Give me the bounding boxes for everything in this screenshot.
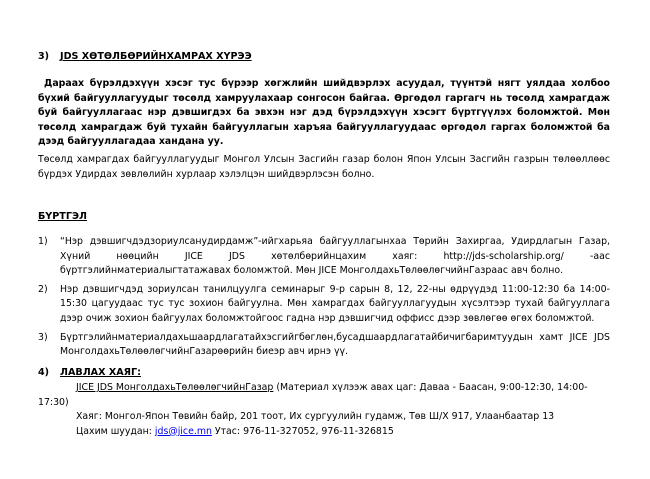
list-item-number: 3) (38, 331, 48, 343)
section-3-number: 3) (38, 51, 50, 62)
list-item (38, 235, 610, 279)
list-item-text: Бүртгэлийнматериалдахьшаардлагатайхэсгийгбөглөн,бусадшаардлагатайбичигбаримтуудын хамт JICE JDS МонголдахьТөлөөлөгчийнГазарөөрийн биеэр авч ирнэ үү. (60, 331, 610, 358)
list-item (38, 331, 610, 360)
section-3-bold-paragraph: Дараах бүрэлдэхүүн хэсэг тус бүрээр хөгжлийн шийдвэрлэх асуудал, түүнтэй нягт уялдаа холбоо бүхий байгууллагуудыг төсөлд хамруулахаар сонгосон байгаа. Өргөдөл гаргагч нь төсөлд хамрагдаж буй байгууллагаас нэр дэвшигдэх ба эвхэн нэг дэд бүрэлдэхүүн хэсэгт бүртгүүлэх боломжтой. Мөн төсөлд хамрагдаж буй тухайн байгууллагын харъяа байгууллагуудаас өргөдөл гаргах боломжтой ба дээд байгууллагадаа хандана уу. (38, 78, 610, 148)
office-name: JICE JDS МонголдахьТөлөөлөгчийнГазар (76, 382, 274, 393)
section-3-title: JDS ХӨТӨЛБӨРИЙНХАМРАХ ХҮРЭЭ (60, 51, 252, 62)
office-line (38, 381, 610, 410)
section-4-title: ЛАВЛАХ ХАЯГ: (60, 367, 141, 378)
registration-list (38, 235, 610, 364)
email-link[interactable]: jds@jice.mn (154, 425, 212, 437)
office-hours: (Материал хүлээж авах цаг: Даваа - Баасан, 9:00-12:30, 14:00-17:30) (38, 382, 588, 408)
section-4-heading (38, 367, 141, 378)
phone-text: Утас: 976-11-327052, 976-11-326815 (211, 425, 394, 437)
list-item (38, 283, 610, 327)
list-item-text: “Нэр дэвшигчдэдзориулсанудирдамж”-ийгхарьяа байгууллагынхаа Төрийн Захиргаа, Удирдлагын Газар, Хүний нөөцийн JICE JDS хөтөлбөрийнцахим хаяг: http://jds-scholarship.org/ -аас бүртгэлийнматериалыгтатажавах боломжтой. Мөн JICE МонголдахьТөлөөлөгчийнГазраас авч болно. (60, 236, 610, 277)
section-3-paragraph: Төсөлд хамрагдах байгууллагуудыг Монгол Улсын Засгийн газар болон Япон Улсын Засгийн газрын төлөөллөөс бүрдэх Удирдах зөвлөлийн хурлаар хэлэлцэн шийдвэрлэсэн болно. (38, 154, 610, 180)
list-item-number: 1) (38, 236, 48, 247)
address-line: Хаяг: Монгол-Япон Төвийн байр, 201 тоот, Их сургуулийн гудамж, Төв Ш/Х 917, Улаанбаатар 13 (76, 411, 555, 423)
section-4-number: 4) (38, 367, 50, 378)
list-item-number: 2) (38, 283, 48, 295)
section-3-heading (38, 51, 252, 62)
registration-heading: БҮРТГЭЛ (38, 211, 87, 222)
email-label: Цахим шуудан: (76, 425, 155, 437)
contact-block (38, 381, 610, 439)
list-item-text: Нэр дэвшигчдэд зориулсан танилцуулга семинарыг 9-р сарын 8, 12, 22-ны өдрүүдэд 11:00-12:30 ба 14:00-15:30 цагуудаас тус тус зохион байгуулна. Мөн хамрагдах байгууллагуудын хүсэлтээр тухай байгууллага дээр очиж зохион байгуулах боломжтойгоос гадна нэр дэвшигчид оффисс дээр зөвлөгөө өгөх боломжтой. (60, 283, 610, 324)
email-phone-line (38, 425, 610, 440)
